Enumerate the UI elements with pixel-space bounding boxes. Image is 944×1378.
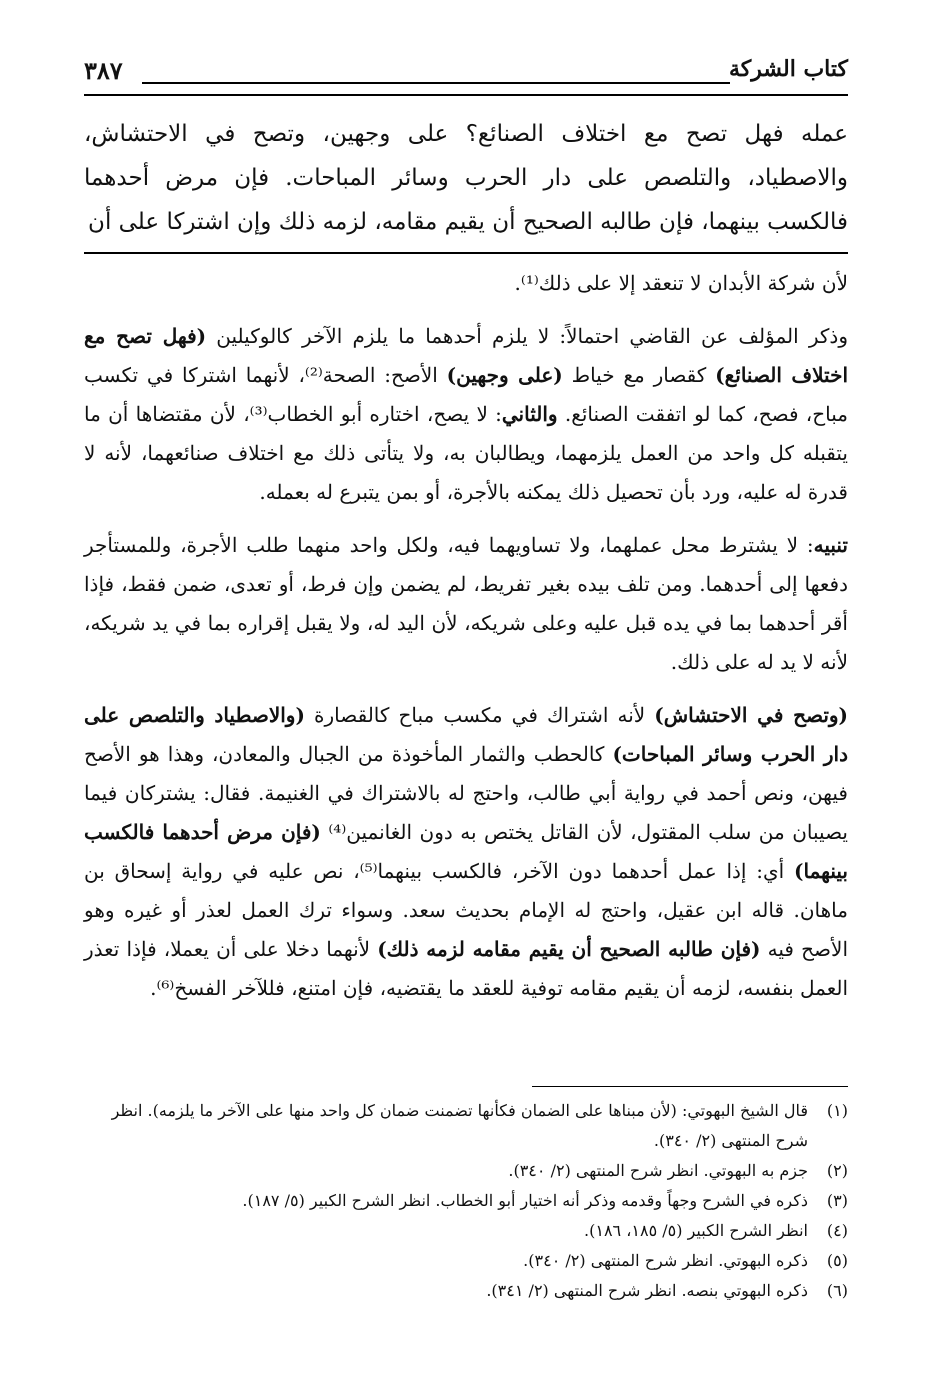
footnote-number: (٥) [826, 1251, 848, 1270]
text-run: كالحطب والثمار المأخوذة من الجبال والمعادن، وهذا هو الأصح فيهن، ونص أحمد في رواية أبي طالب، واحتج له بالاشتراك في الغنيمة. فقال: يشتركان فيما يصيبان من سلب المقتول، لأن القاتل يختص به دون الغانمين⁽⁴⁾ [84, 742, 848, 844]
bold-run: (وتصح في الاحتشاش) [654, 703, 849, 727]
footnote [84, 1156, 848, 1186]
matn-divider [84, 252, 848, 254]
footnote-text: انظر الشرح الكبير (٥/ ١٨٥، ١٨٦). [584, 1221, 808, 1240]
matn-text: عمله فهل تصح مع اختلاف الصنائع؟ على وجهين، وتصح في الاحتشاش، والاصطياد، والتلصص على دار الحرب وسائر المباحات. فإن مرض أحدهما فالكسب بينهما، فإن طالبه الصحيح أن يقيم مقامه، لزمه ذلك وإن اشتركا على أن [84, 121, 848, 235]
bold-run: (فهل تصح مع اختلاف الصنائع) [84, 324, 849, 387]
footnote [84, 1246, 848, 1276]
bold-run: (على وجهين) [446, 363, 563, 387]
text-run: لأنهما دخلا على أن يعملا، فإذا تعذر العمل بنفسه، لزمه أن يقيم مقامه توفية للعقد ما يقتضيه، فإن امتنع، فللآخر الفسخ⁽⁶⁾. [84, 937, 848, 1000]
commentary-paragraph-1: لأن شركة الأبدان لا تنعقد إلا على ذلك⁽¹⁾. [514, 271, 848, 295]
book-title: كتاب الشركة [728, 56, 848, 82]
commentary-paragraph-2 [84, 317, 848, 512]
footnote-number: (٣) [826, 1191, 848, 1210]
commentary-paragraph-4 [84, 696, 848, 1008]
page-number: ٣٨٧ [84, 56, 123, 85]
footnote-text: ذكره البهوتي بنصه. انظر شرح المنتهى (٢/ ٣٤١). [486, 1281, 808, 1300]
bold-run: والثاني [501, 402, 558, 426]
text-run: : لا يشترط محل عملهما، ولا تساويهما فيه، ولكل واحد منهما طلب الأجرة، وللمستأجر دفعها إلى أحدهما. ومن تلف بيده بغير تفريط، لم يضمن وإن فرط، أو تعدى، ضمن فقط، فإذا أقر أحدهما بما في يده قبل عليه وعلى شريكه، لأن اليد له، ولا يقبل إقراره بما في يد شريكه، لأنه لا يد له على ذلك. [84, 533, 848, 674]
footnote-number: (٦) [826, 1281, 848, 1300]
header-rule [142, 82, 730, 84]
text-run: وذكر المؤلف عن القاضي احتمالاً: لا يلزم أحدهما ما يلزم الآخر كالوكيلين [206, 324, 848, 348]
footnotes [84, 1096, 848, 1306]
footnote-number: (١) [826, 1101, 848, 1120]
footnote [84, 1216, 848, 1246]
bold-run: (فإن طالبه الصحيح أن يقيم مقامه لزمه ذلك) [377, 937, 761, 961]
footnote-text: ذكره البهوتي. انظر شرح المنتهى (٢/ ٣٤٠). [523, 1251, 808, 1270]
bold-run: (فإن مرض أحدهما فالكسب بينهما) [84, 820, 848, 883]
page-header [84, 56, 848, 96]
commentary-paragraph-3 [84, 526, 848, 682]
footnote-text: قال الشيخ البهوتي: (لأن مبناها على الضمان فكأنها تضمنت ضمان كل واحد منها على الآخر ما يلزمه). انظر شرح المنتهى (٢/ ٣٤٠). [111, 1101, 808, 1150]
footnote [84, 1096, 848, 1156]
text-run: كقصار مع خياط [562, 363, 716, 387]
footnote [84, 1186, 848, 1216]
commentary [84, 264, 848, 1022]
text-run: أي: إذا عمل أحدهما دون الآخر، فالكسب بينهما⁽⁵⁾، نص عليه في رواية إسحاق بن ماهان. قاله ابن عقيل، واحتج له الإمام بحديث سعد. وسواء ترك العمل لعذر أو غيره وهو الأصح فيه [84, 859, 848, 961]
text-run: : لا يصح، اختاره أبو الخطاب⁽³⁾، لأن مقتضاها أن ما يتقبله كل واحد من العمل يلزمهما، ويطالبان به، ولا يتأتى ذلك مع اختلاف صنائعهما، لأنه لا قدرة له عليه، ورد بأن تحصيل ذلك يمكنه بالأجرة، أو بمن يتبرع له بعمله. [84, 402, 848, 504]
footnote-text: جزم به البهوتي. انظر شرح المنتهى (٢/ ٣٤٠). [508, 1161, 808, 1180]
footnote-divider [532, 1086, 848, 1087]
footnote-number: (٤) [826, 1221, 848, 1240]
footnote [84, 1276, 848, 1306]
footnote-text: ذكره في الشرح وجهاً وقدمه وذكر أنه اختيار أبو الخطاب. انظر الشرح الكبير (٥/ ١٨٧). [242, 1191, 808, 1210]
text-run: لأنه اشتراك في مكسب مباح كالقصارة [304, 703, 655, 727]
bold-run: (والاصطياد والتلصص على دار الحرب وسائر المباحات) [84, 703, 848, 766]
text-run: الأصح: الصحة⁽²⁾، لأنهما اشتركا في تكسب مباح، فصح، كما لو اتفقت الصنائع. [84, 363, 848, 426]
bold-run: تنبيه [813, 533, 848, 557]
footnote-number: (٢) [826, 1161, 848, 1180]
header-divider [84, 94, 848, 96]
